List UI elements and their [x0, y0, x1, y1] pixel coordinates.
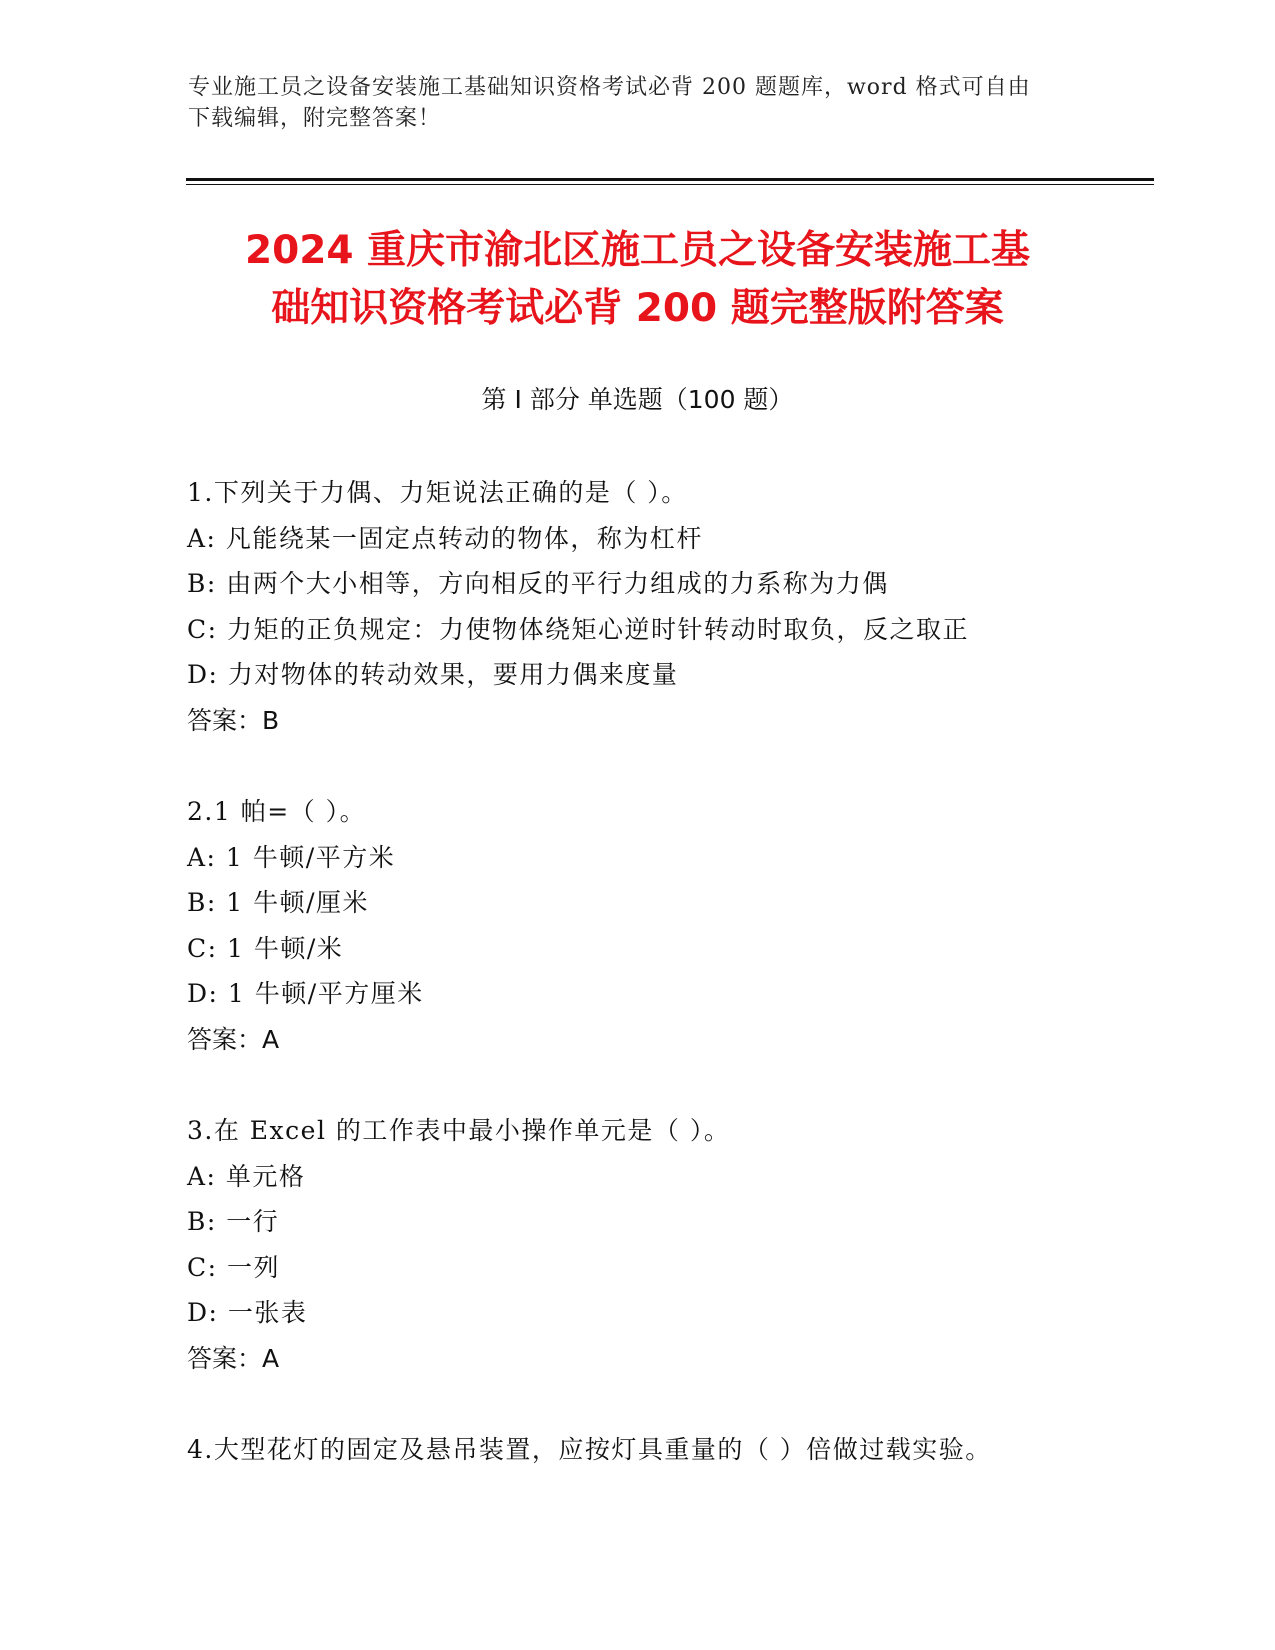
question-4 [187, 1427, 1147, 1473]
option-d: D: 一张表 [187, 1298, 308, 1327]
header-note [188, 72, 1068, 134]
answer: 答案：B [187, 705, 280, 735]
question-stem: 2.1 帕=（ ）。 [187, 797, 367, 826]
answer: 答案：A [187, 1024, 280, 1054]
answer: 答案：A [187, 1343, 280, 1373]
document-title-line-1: 2024 重庆市渝北区施工员之设备安装施工基 [244, 228, 1031, 273]
option-b: B: 一行 [187, 1207, 280, 1236]
question-stem: 3.在 Excel 的工作表中最小操作单元是（ ）。 [187, 1116, 731, 1145]
option-b: B: 由两个大小相等，方向相反的平行力组成的力系称为力偶 [187, 569, 889, 598]
header-note-line-1: 专业施工员之设备安装施工基础知识资格考试必背 200 题题库，word 格式可自由 [188, 75, 1031, 100]
option-a: A: 凡能绕某一固定点转动的物体，称为杠杆 [187, 523, 703, 553]
document-title-line-2: 础知识资格考试必背 200 题完整版附答案 [271, 286, 1004, 331]
document-title [120, 222, 1155, 338]
header-note-line-2: 下载编辑，附完整答案！ [188, 106, 442, 131]
option-b: B: 1 牛顿/厘米 [187, 888, 370, 917]
option-d: D: 1 牛顿/平方厘米 [187, 979, 424, 1008]
question-2 [187, 789, 1147, 1062]
question-stem: 1.下列关于力偶、力矩说法正确的是（ ）。 [187, 478, 688, 507]
question-1 [187, 470, 1147, 743]
option-c: C: 1 牛顿/米 [187, 933, 344, 963]
option-a: A: 1 牛顿/平方米 [187, 842, 396, 872]
header-divider-thin [186, 184, 1154, 185]
option-d: D: 力对物体的转动效果，要用力偶来度量 [187, 660, 679, 689]
option-c: C: 一列 [187, 1252, 280, 1282]
option-a: A: 单元格 [187, 1161, 306, 1191]
question-3 [187, 1108, 1147, 1381]
section-title: 第 I 部分 单选题（100 题） [481, 385, 794, 414]
question-list [187, 470, 1147, 1519]
question-stem: 4.大型花灯的固定及悬吊装置，应按灯具重量的（ ）倍做过载实验。 [187, 1435, 992, 1464]
header-divider-thick [186, 178, 1154, 181]
option-c: C: 力矩的正负规定：力使物体绕矩心逆时针转动时取负，反之取正 [187, 614, 970, 644]
